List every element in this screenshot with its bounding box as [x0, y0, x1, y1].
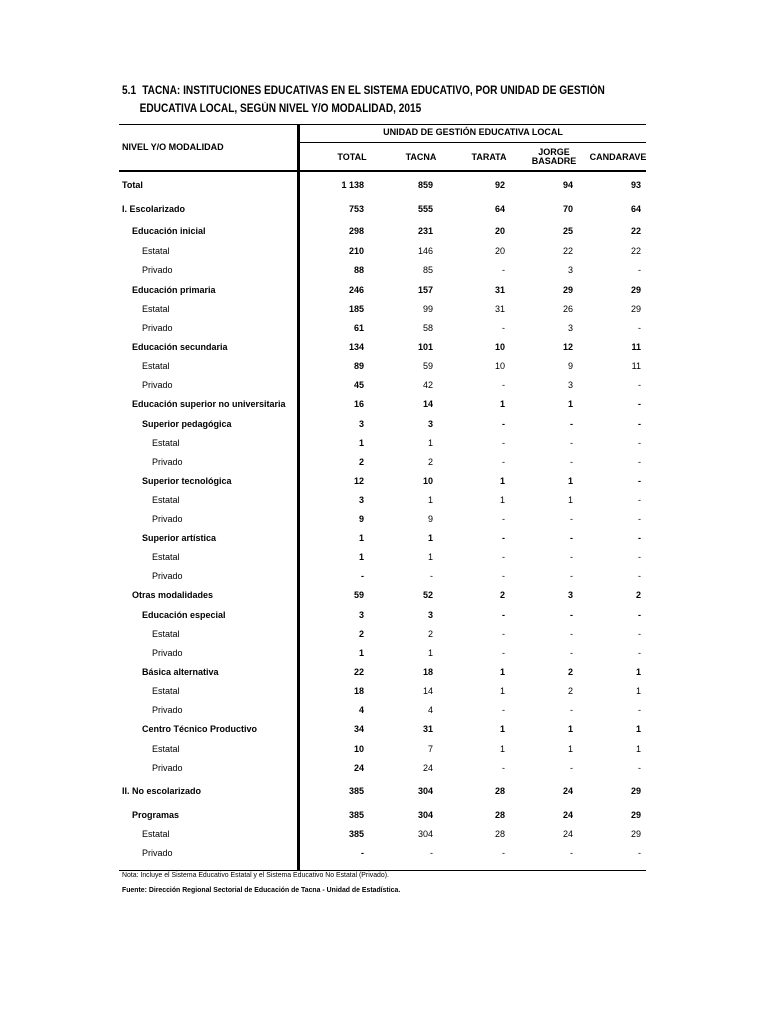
cell-total: 61: [353, 323, 364, 333]
cell-total: 185: [348, 304, 364, 314]
column-header-tacna: TACNA: [405, 152, 437, 162]
cell-jorge-basadre: -: [570, 438, 573, 448]
cell-tarata: 20: [494, 246, 505, 256]
row-label: Privado: [142, 265, 173, 275]
cell-tarata: 28: [494, 786, 505, 796]
table-row: [119, 176, 646, 195]
table-row: [119, 376, 646, 395]
row-label: Superior artística: [142, 533, 217, 543]
cell-jorge-basadre: 9: [567, 361, 573, 371]
cell-total: 385: [348, 810, 364, 820]
cell-candarave: 1: [635, 667, 641, 677]
cell-candarave: -: [638, 705, 641, 715]
table-row: [119, 395, 646, 414]
cell-tacna: 859: [417, 180, 433, 190]
cell-jorge-basadre: 3: [567, 380, 573, 390]
cell-tarata: -: [502, 457, 505, 467]
row-label: Privado: [152, 457, 183, 467]
cell-candarave: 64: [630, 204, 641, 214]
cell-candarave: 29: [630, 810, 641, 820]
cell-total: 3: [358, 610, 364, 620]
cell-tarata: 64: [494, 204, 505, 214]
cell-total: 45: [353, 380, 364, 390]
cell-total: 24: [353, 763, 364, 773]
row-label: I. Escolarizado: [122, 204, 186, 214]
cell-total: 1: [358, 552, 364, 562]
cell-tarata: -: [502, 438, 505, 448]
cell-tarata: -: [502, 419, 505, 429]
cell-tacna: 2: [427, 629, 433, 639]
row-label: Educación primaria: [132, 285, 216, 295]
cell-candarave: -: [638, 265, 641, 275]
cell-candarave: 22: [630, 246, 641, 256]
cell-jorge-basadre: -: [570, 514, 573, 524]
cell-tacna: -: [430, 848, 433, 858]
cell-candarave: -: [638, 438, 641, 448]
column-header-jorge-basadre: [526, 148, 582, 166]
table-row: [119, 586, 646, 605]
cell-jorge-basadre: -: [570, 763, 573, 773]
cell-tacna: 58: [422, 323, 433, 333]
cell-jorge-basadre: -: [570, 571, 573, 581]
cell-candarave: -: [638, 648, 641, 658]
cell-tacna: 1: [427, 438, 433, 448]
cell-candarave: -: [638, 380, 641, 390]
table-title: [122, 82, 662, 118]
column-header-jorge-line2: BASADRE: [531, 156, 577, 166]
table-row: [119, 319, 646, 338]
cell-tarata: 1: [499, 399, 505, 409]
table-row: [119, 625, 646, 644]
cell-total: 34: [353, 724, 364, 734]
table-row: [119, 759, 646, 778]
cell-tarata: -: [502, 571, 505, 581]
cell-total: 1: [358, 648, 364, 658]
cell-jorge-basadre: 3: [567, 265, 573, 275]
table-note: Nota: Incluye el Sistema Educativo Estatal y el Sistema Educativo No Estatal (Privado).: [122, 870, 389, 879]
cell-jorge-basadre: 94: [562, 180, 573, 190]
cell-tarata: -: [502, 610, 505, 620]
cell-tacna: 231: [417, 226, 433, 236]
cell-tarata: -: [502, 323, 505, 333]
cell-candarave: 29: [630, 304, 641, 314]
cell-jorge-basadre: 24: [562, 810, 573, 820]
row-label: Privado: [142, 323, 173, 333]
row-label: Privado: [142, 848, 173, 858]
cell-tacna: 1: [427, 648, 433, 658]
cell-candarave: -: [638, 629, 641, 639]
cell-tarata: 31: [494, 304, 505, 314]
cell-candarave: 93: [630, 180, 641, 190]
table-row: [119, 682, 646, 701]
cell-jorge-basadre: -: [570, 610, 573, 620]
cell-tacna: 555: [417, 204, 433, 214]
cell-tarata: -: [502, 552, 505, 562]
cell-total: 2: [358, 629, 364, 639]
cell-candarave: -: [638, 323, 641, 333]
cell-total: 210: [348, 246, 364, 256]
column-header-total: TOTAL: [337, 152, 367, 162]
cell-candarave: 29: [630, 786, 641, 796]
cell-tarata: -: [502, 705, 505, 715]
row-label: Estatal: [142, 829, 170, 839]
cell-tacna: 4: [427, 705, 433, 715]
cell-tarata: 10: [494, 361, 505, 371]
cell-tacna: 42: [422, 380, 433, 390]
cell-tacna: 24: [422, 763, 433, 773]
cell-candarave: -: [638, 419, 641, 429]
cell-jorge-basadre: -: [570, 648, 573, 658]
cell-tacna: 3: [427, 419, 433, 429]
cell-candarave: -: [638, 848, 641, 858]
row-label: II. No escolarizado: [122, 786, 202, 796]
table-row: [119, 491, 646, 510]
cell-jorge-basadre: 1: [567, 476, 573, 486]
cell-total: 2: [358, 457, 364, 467]
cell-candarave: -: [638, 571, 641, 581]
title-text-1: TACNA: INSTITUCIONES EDUCATIVAS EN EL SISTEMA EDUCATIVO, POR UNIDAD DE GESTIÓN: [142, 85, 605, 97]
table-row: [119, 222, 646, 241]
cell-total: 12: [353, 476, 364, 486]
table-row: [119, 606, 646, 625]
cell-candarave: -: [638, 476, 641, 486]
row-label: Programas: [132, 810, 180, 820]
row-label: Educación secundaria: [132, 342, 228, 352]
cell-candarave: -: [638, 457, 641, 467]
cell-total: 298: [348, 226, 364, 236]
table-row: [119, 806, 646, 825]
cell-candarave: -: [638, 610, 641, 620]
cell-candarave: -: [638, 763, 641, 773]
cell-jorge-basadre: -: [570, 705, 573, 715]
cell-candarave: -: [638, 552, 641, 562]
table-row: [119, 242, 646, 261]
cell-candarave: 29: [630, 829, 641, 839]
row-label: Superior pedagógica: [142, 419, 232, 429]
row-label: Estatal: [152, 552, 180, 562]
cell-candarave: -: [638, 495, 641, 505]
cell-tacna: 18: [422, 667, 433, 677]
row-label: Privado: [152, 648, 183, 658]
cell-tarata: 1: [499, 686, 505, 696]
cell-total: 18: [353, 686, 364, 696]
cell-tarata: 1: [499, 724, 505, 734]
cell-tarata: 1: [499, 476, 505, 486]
cell-jorge-basadre: 2: [567, 686, 573, 696]
table-row: [119, 415, 646, 434]
title-line-1: [122, 82, 605, 100]
row-label: Estatal: [142, 304, 170, 314]
cell-tarata: -: [502, 533, 505, 543]
cell-tarata: -: [502, 380, 505, 390]
cell-candarave: 11: [631, 342, 641, 352]
cell-tacna: 9: [427, 514, 433, 524]
table-top-rule: [119, 124, 646, 125]
row-label: Educación especial: [142, 610, 226, 620]
cell-tarata: 20: [494, 226, 505, 236]
cell-candarave: 1: [635, 686, 641, 696]
cell-tacna: 1: [427, 533, 433, 543]
group-header-rule: [300, 142, 646, 143]
cell-tacna: 14: [422, 686, 433, 696]
table-row: [119, 548, 646, 567]
cell-candarave: 2: [635, 590, 641, 600]
row-label: Privado: [152, 514, 183, 524]
cell-tacna: 14: [422, 399, 433, 409]
cell-candarave: 1: [635, 744, 641, 754]
table-row: [119, 782, 646, 801]
cell-tacna: 3: [427, 610, 433, 620]
cell-total: 246: [348, 285, 364, 295]
table-row: [119, 844, 646, 863]
table-row: [119, 740, 646, 759]
cell-candarave: -: [638, 399, 641, 409]
cell-tacna: 2: [427, 457, 433, 467]
cell-jorge-basadre: -: [570, 848, 573, 858]
cell-jorge-basadre: 1: [567, 399, 573, 409]
cell-total: 1: [358, 438, 364, 448]
cell-jorge-basadre: 2: [567, 667, 573, 677]
cell-candarave: 1: [635, 724, 641, 734]
cell-tarata: -: [502, 265, 505, 275]
cell-jorge-basadre: 26: [562, 304, 573, 314]
cell-tacna: 59: [422, 361, 433, 371]
group-header: UNIDAD DE GESTIÓN EDUCATIVA LOCAL: [383, 127, 563, 137]
row-label: Superior tecnológica: [142, 476, 232, 486]
cell-total: 3: [358, 419, 364, 429]
cell-tacna: 146: [417, 246, 433, 256]
cell-tarata: 1: [499, 744, 505, 754]
title-line-2: EDUCATIVA LOCAL, SEGÚN NIVEL Y/O MODALIDAD, 2015: [139, 103, 422, 115]
cell-total: 16: [353, 399, 364, 409]
table-row: [119, 644, 646, 663]
cell-jorge-basadre: 1: [567, 495, 573, 505]
row-label: Estatal: [142, 246, 170, 256]
cell-total: 9: [358, 514, 364, 524]
row-header: NIVEL Y/O MODALIDAD: [122, 142, 224, 152]
table-row: [119, 472, 646, 491]
cell-tarata: 1: [499, 667, 505, 677]
row-label: Privado: [152, 571, 183, 581]
cell-jorge-basadre: -: [570, 629, 573, 639]
cell-candarave: 29: [630, 285, 641, 295]
table-row: [119, 357, 646, 376]
cell-jorge-basadre: -: [570, 419, 573, 429]
cell-total: 3: [358, 495, 364, 505]
cell-tacna: 31: [422, 724, 433, 734]
cell-tarata: 10: [494, 342, 505, 352]
cell-total: 88: [353, 265, 364, 275]
cell-jorge-basadre: 1: [567, 744, 573, 754]
table-row: [119, 510, 646, 529]
cell-jorge-basadre: -: [570, 533, 573, 543]
table-row: [119, 453, 646, 472]
row-label: Educación inicial: [132, 226, 206, 236]
cell-total: 385: [348, 786, 364, 796]
cell-jorge-basadre: 3: [567, 590, 573, 600]
cell-jorge-basadre: 70: [562, 204, 573, 214]
row-label: Centro Técnico Productivo: [142, 724, 258, 734]
row-label: Estatal: [142, 361, 170, 371]
cell-tarata: 31: [494, 285, 505, 295]
cell-tacna: 99: [422, 304, 433, 314]
cell-tarata: 28: [494, 829, 505, 839]
table-row: [119, 529, 646, 548]
row-label: Otras modalidades: [132, 590, 214, 600]
table-number: 5.1: [122, 85, 137, 97]
cell-total: 59: [353, 590, 364, 600]
row-label: Educación superior no universitaria: [132, 399, 286, 409]
row-label: Privado: [142, 380, 173, 390]
cell-total: 1: [358, 533, 364, 543]
table-row: [119, 300, 646, 319]
row-label: Privado: [152, 705, 183, 715]
cell-tarata: -: [502, 648, 505, 658]
cell-tacna: 52: [422, 590, 433, 600]
cell-tacna: 85: [422, 265, 433, 275]
cell-candarave: -: [638, 533, 641, 543]
table-row: [119, 720, 646, 739]
cell-tarata: -: [502, 763, 505, 773]
cell-tacna: 7: [427, 744, 433, 754]
table-row: [119, 434, 646, 453]
cell-tacna: 157: [417, 285, 433, 295]
cell-jorge-basadre: 22: [562, 246, 573, 256]
row-label: Básica alternativa: [142, 667, 219, 677]
column-header-tarata: TARATA: [471, 152, 507, 162]
table-row: [119, 338, 646, 357]
header-bottom-rule: [119, 170, 646, 172]
cell-tarata: -: [502, 848, 505, 858]
cell-jorge-basadre: -: [570, 552, 573, 562]
cell-tacna: 304: [417, 810, 433, 820]
cell-total: 753: [348, 204, 364, 214]
table-source: Fuente: Dirección Regional Sectorial de Educación de Tacna - Unidad de Estadística.: [122, 885, 401, 894]
cell-jorge-basadre: 3: [567, 323, 573, 333]
table-row: [119, 567, 646, 586]
cell-jorge-basadre: 12: [562, 342, 573, 352]
cell-tacna: 10: [422, 476, 433, 486]
cell-tacna: -: [430, 571, 433, 581]
row-label: Estatal: [152, 629, 180, 639]
cell-tacna: 304: [417, 829, 433, 839]
cell-total: 1 138: [341, 180, 364, 190]
cell-tarata: -: [502, 629, 505, 639]
cell-total: 134: [348, 342, 364, 352]
row-label: Total: [122, 180, 143, 190]
cell-candarave: -: [638, 514, 641, 524]
cell-tarata: 92: [494, 180, 505, 190]
cell-tacna: 1: [427, 495, 433, 505]
table-row: [119, 701, 646, 720]
row-label: Privado: [152, 763, 183, 773]
cell-tarata: 1: [499, 495, 505, 505]
row-label: Estatal: [152, 686, 180, 696]
cell-total: 89: [353, 361, 364, 371]
cell-total: 385: [348, 829, 364, 839]
column-header-candarave: CANDARAVE: [589, 152, 647, 162]
cell-total: 10: [353, 744, 364, 754]
row-label: Estatal: [152, 438, 180, 448]
row-label: Estatal: [152, 744, 180, 754]
cell-jorge-basadre: 1: [567, 724, 573, 734]
cell-tarata: 2: [499, 590, 505, 600]
table-row: [119, 281, 646, 300]
cell-jorge-basadre: 25: [562, 226, 573, 236]
cell-tacna: 304: [417, 786, 433, 796]
cell-jorge-basadre: 24: [562, 829, 573, 839]
cell-tacna: 101: [417, 342, 433, 352]
cell-total: 22: [353, 667, 364, 677]
cell-candarave: 11: [631, 361, 641, 371]
table-row: [119, 200, 646, 219]
cell-tarata: 28: [494, 810, 505, 820]
cell-jorge-basadre: 29: [562, 285, 573, 295]
cell-jorge-basadre: 24: [562, 786, 573, 796]
cell-total: -: [361, 571, 364, 581]
cell-total: -: [361, 848, 364, 858]
row-label: Estatal: [152, 495, 180, 505]
cell-jorge-basadre: -: [570, 457, 573, 467]
table-row: [119, 663, 646, 682]
column-header-jorge-line1: JORGE: [538, 147, 570, 157]
table-row: [119, 825, 646, 844]
cell-tarata: -: [502, 514, 505, 524]
cell-total: 4: [358, 705, 364, 715]
table-row: [119, 261, 646, 280]
cell-tacna: 1: [427, 552, 433, 562]
cell-candarave: 22: [630, 226, 641, 236]
